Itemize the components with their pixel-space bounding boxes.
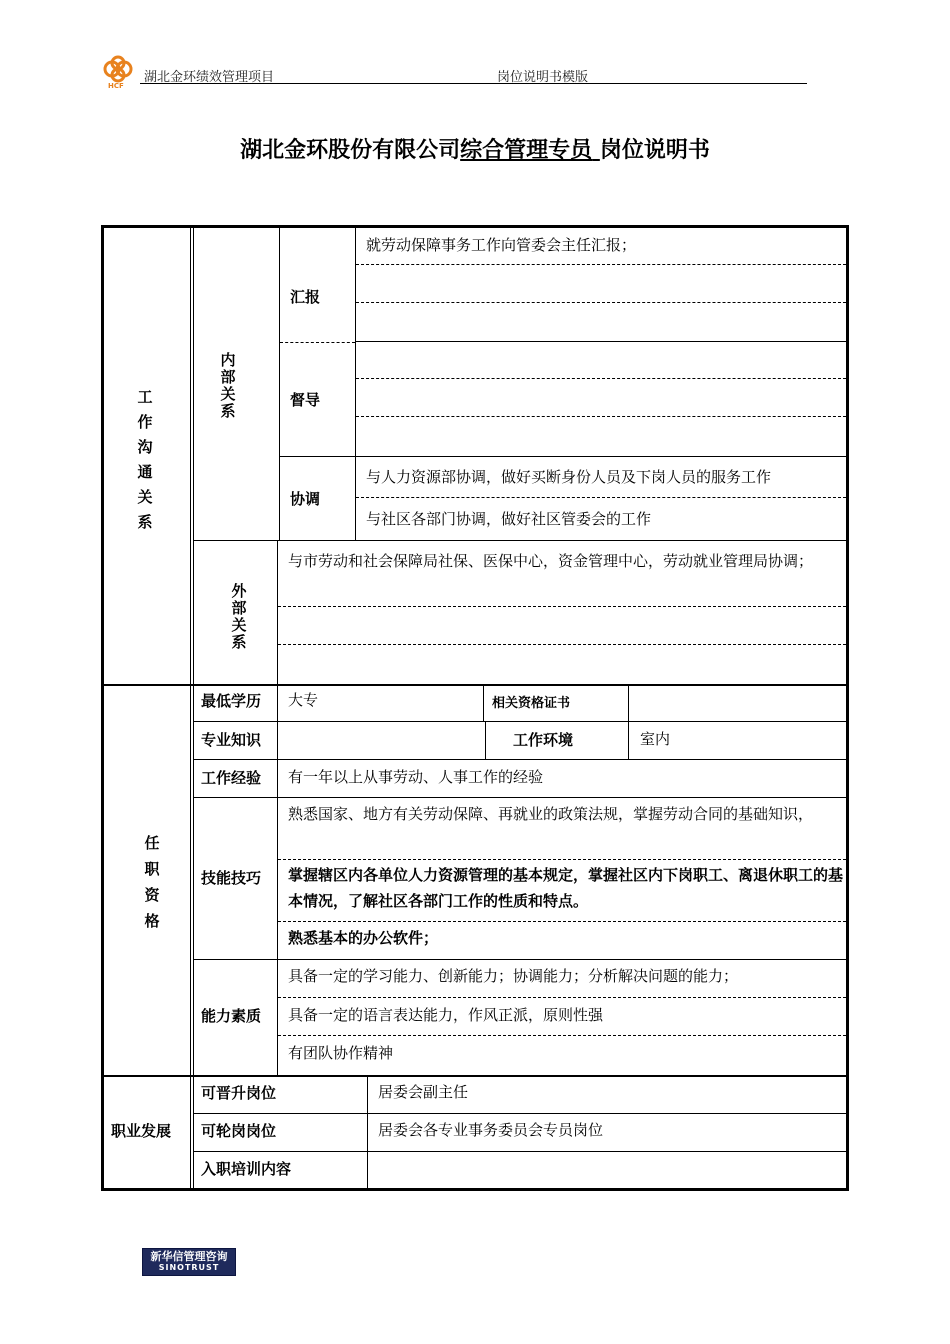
title-position: 综合管理专员 (460, 138, 593, 163)
ability-item: 具备一定的语言表达能力，作风正派，原则性强 (288, 1006, 604, 1024)
header-doc-type: 岗位说明书模版 (497, 70, 589, 85)
communication-label: 工作沟通关系 (137, 388, 153, 531)
experience-value: 有一年以上从事劳动、人事工作的经验 (288, 768, 544, 786)
page-title (0, 133, 950, 164)
environment-label: 工作环境 (513, 731, 574, 749)
ability-item: 有团队协作精神 (288, 1044, 394, 1062)
certificate-label: 相关资格证书 (492, 696, 571, 711)
external-item: 与市劳动和社会保障局社保、医保中心，资金管理中心，劳动就业管理局协调； (288, 552, 814, 570)
report-label: 汇报 (290, 288, 321, 306)
skill-item: 掌握辖区内各单位人力资源管理的基本规定，掌握社区内下岗职工、离退休职工的基本情况，了解社区各部门工作的性质和特点。 (288, 866, 844, 910)
report-item: 就劳动保障事务工作向管委会主任汇报； (366, 236, 637, 254)
coordinate-label: 协调 (290, 490, 321, 508)
footer-brand-cn: 新华信管理咨询 (150, 1250, 228, 1263)
ability-item: 具备一定的学习能力、创新能力；协调能力；分析解决问题的能力； (288, 967, 739, 985)
coordinate-item: 与人力资源部协调，做好买断身份人员及下岗人员的服务工作 (366, 468, 772, 486)
rotation-label: 可轮岗岗位 (201, 1122, 277, 1140)
qualification-label: 任职资格 (144, 834, 160, 930)
title-suffix: 岗位说明书 (599, 138, 710, 163)
title-company: 湖北金环股份有限公司 (240, 138, 461, 163)
external-relations-label: 外部关系 (231, 582, 247, 651)
environment-value: 室内 (640, 730, 671, 748)
knowledge-label: 专业知识 (201, 731, 262, 749)
footer-logo (142, 1248, 236, 1276)
skill-item: 熟悉国家、地方有关劳动保障、再就业的政策法规，掌握劳动合同的基础知识， (288, 805, 814, 823)
career-label: 职业发展 (111, 1122, 172, 1140)
logo-text: HCF (108, 82, 124, 90)
education-label: 最低学历 (201, 692, 262, 710)
skills-label: 技能技巧 (201, 869, 262, 887)
footer-brand-en: SINOTRUST (158, 1263, 220, 1272)
header-project: 湖北金环绩效管理项目 (144, 70, 275, 85)
header-rule (140, 83, 807, 84)
education-value: 大专 (288, 691, 319, 709)
company-logo (100, 55, 138, 91)
ability-label: 能力素质 (201, 1007, 262, 1025)
internal-relations-label: 内部关系 (220, 351, 236, 420)
promotion-value: 居委会副主任 (378, 1083, 469, 1101)
experience-label: 工作经验 (201, 769, 262, 787)
promotion-label: 可晋升岗位 (201, 1084, 277, 1102)
training-label: 入职培训内容 (201, 1160, 292, 1178)
skill-item: 熟悉基本的办公软件； (288, 929, 439, 947)
coordinate-item: 与社区各部门协调，做好社区管委会的工作 (366, 510, 652, 528)
rotation-value: 居委会各专业事务委员会专员岗位 (378, 1121, 604, 1139)
supervise-label: 督导 (290, 391, 321, 409)
